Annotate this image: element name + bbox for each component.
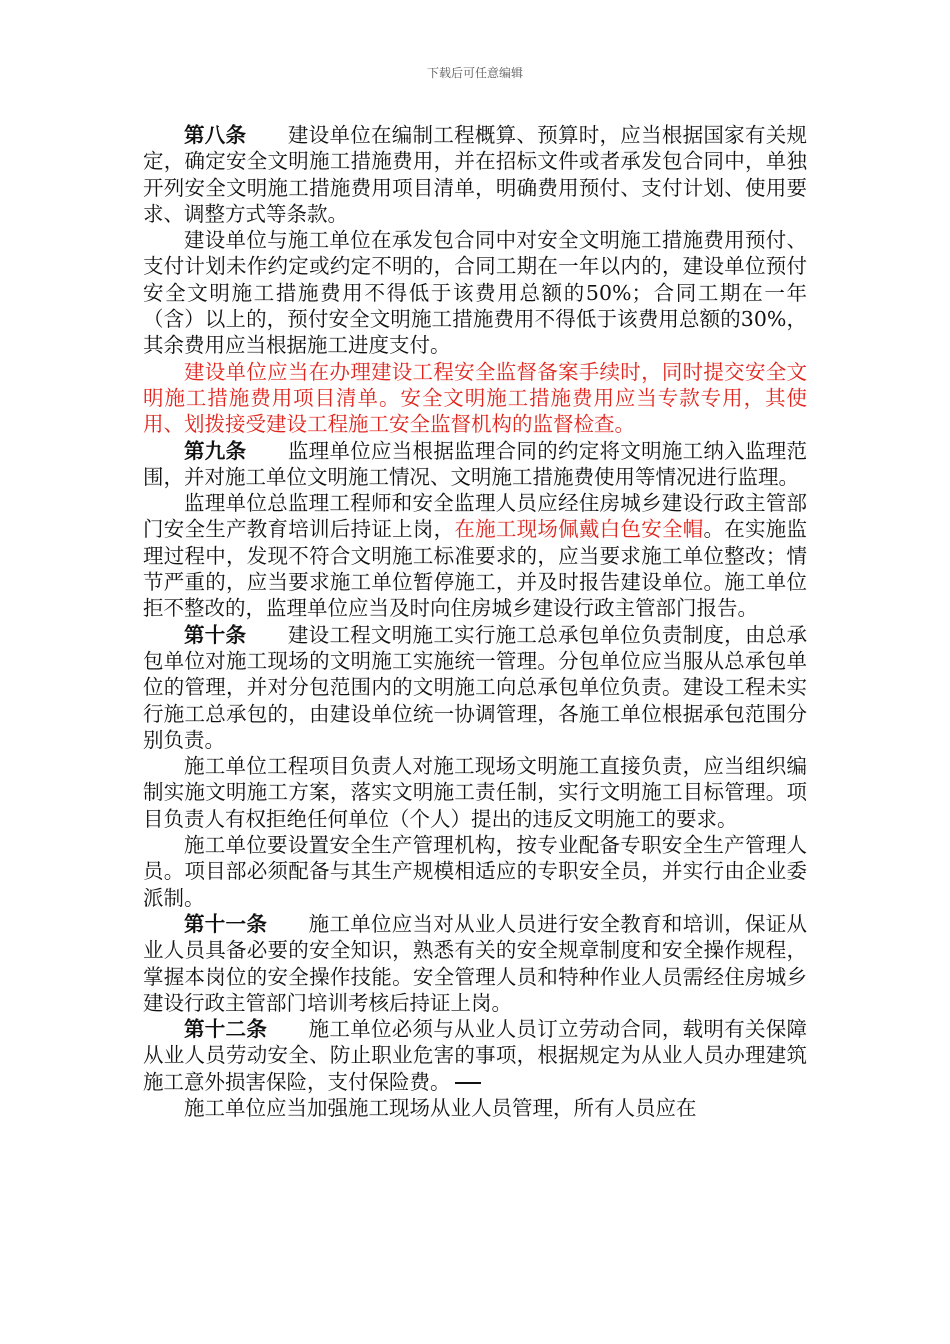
highlighted-text: 建设单位应当在办理建设工程安全监督备案手续时，同时提交安全文明施工措施费用项目清单。安全文明施工措施费用应当专款专用，其使用、划拨接受建设工程施工安全监督机构的监督检查。: [143, 359, 807, 437]
highlighted-text: 在施工现场佩戴白色安全帽: [454, 517, 704, 542]
article-number: 第十一条: [184, 911, 268, 936]
page-header: 下载后可任意编辑: [426, 66, 523, 80]
paragraph-text: 施工单位工程项目负责人对施工现场文明施工直接负责，应当组织编制实施文明施工方案，落实文明施工责任制，实行文明施工目标管理。项目负责人有权拒绝任何单位（个人）提出的违反文明施工的要求。: [143, 754, 807, 831]
paragraph-text: 施工单位应当加强施工现场从业人员管理，所有人员应在: [184, 1095, 697, 1120]
paragraph: [143, 227, 807, 358]
paragraph-text: 。在实施监理过程中，发现不符合文明施工标准要求的，应当要求施工单位整改；情节严重的，应当要求施工单位暂停施工，并及时报告建设单位。施工单位拒不整改的，监理单位应当及时向住房城乡建设行政主管部门报告。: [143, 517, 808, 621]
paragraph-text: 施工单位要设置安全生产管理机构，按专业配备专职安全生产管理人员。项目部必须配备与其生产规模相适应的专职安全员，并实行由企业委派制。: [143, 833, 807, 910]
article-number: 第十条: [184, 622, 247, 647]
paragraph-text: 施工单位必须与从业人员订立劳动合同，载明有关保障从业人员劳动安全、防止职业危害的事项，根据规定为从业人员办理建筑施工意外损害保险，支付保险费。: [143, 1017, 808, 1094]
paragraph: [143, 122, 807, 227]
paragraph: [143, 438, 807, 491]
article-number: 第九条: [184, 438, 247, 463]
paragraph: [143, 753, 807, 832]
paragraph-text: 建设单位在编制工程概算、预算时，应当根据国家有关规定，确定安全文明施工措施费用，并在招标文件或者承发包合同中，单独开列安全文明施工措施费用项目清单，明确费用预付、支付计划、使用要求、调整方式等条款。: [143, 123, 808, 226]
paragraph: [143, 1016, 807, 1095]
paragraph-text: 建设单位与施工单位在承发包合同中对安全文明施工措施费用预付、支付计划未作约定或约定不明的，合同工期在一年以内的，建设单位预付安全文明施工措施费用不得低于该费用总额的50%；合同工期在一年（含）以上的，预付安全文明施工措施费用不得低于该费用总额的30%，其余费用应当根据施工进度支付。: [143, 228, 807, 358]
document-body: [143, 122, 807, 1121]
paragraph-text: 监理单位总监理工程师和安全监理人员应经住房城乡建设行政主管部门安全生产教育培训后持证上岗，: [143, 491, 807, 542]
paragraph-text: 监理单位应当根据监理合同的约定将文明施工纳入监理范围，并对施工单位文明施工情况、文明施工措施费使用等情况进行监理。: [143, 438, 808, 489]
paragraph: [143, 490, 807, 621]
article-number: 第八条: [184, 123, 247, 147]
paragraph: [143, 622, 807, 753]
paragraph-text: 施工单位应当对从业人员进行安全教育和培训，保证从业人员具备必要的安全知识，熟悉有关的安全规章制度和安全操作规程，掌握本岗位的安全操作技能。安全管理人员和特种作业人员需经住房城乡建设行政主管部门培训考核后持证上岗。: [143, 911, 808, 1015]
article-number: 第十二条: [184, 1017, 268, 1042]
paragraph: [143, 1095, 807, 1121]
paragraph: [143, 911, 807, 1016]
paragraph: [143, 359, 807, 438]
paragraph-text: 建设工程文明施工实行施工总承包单位负责制度，由总承包单位对施工现场的文明施工实施统一管理。分包单位应当服从总承包单位的管理，并对分包范围内的文明施工向总承包单位负责。建设工程未实行施工总承包的，由建设单位统一协调管理，各施工单位根据承包范围分别负责。: [143, 622, 808, 752]
paragraph: [143, 832, 807, 911]
underline-mark: [455, 1082, 481, 1084]
